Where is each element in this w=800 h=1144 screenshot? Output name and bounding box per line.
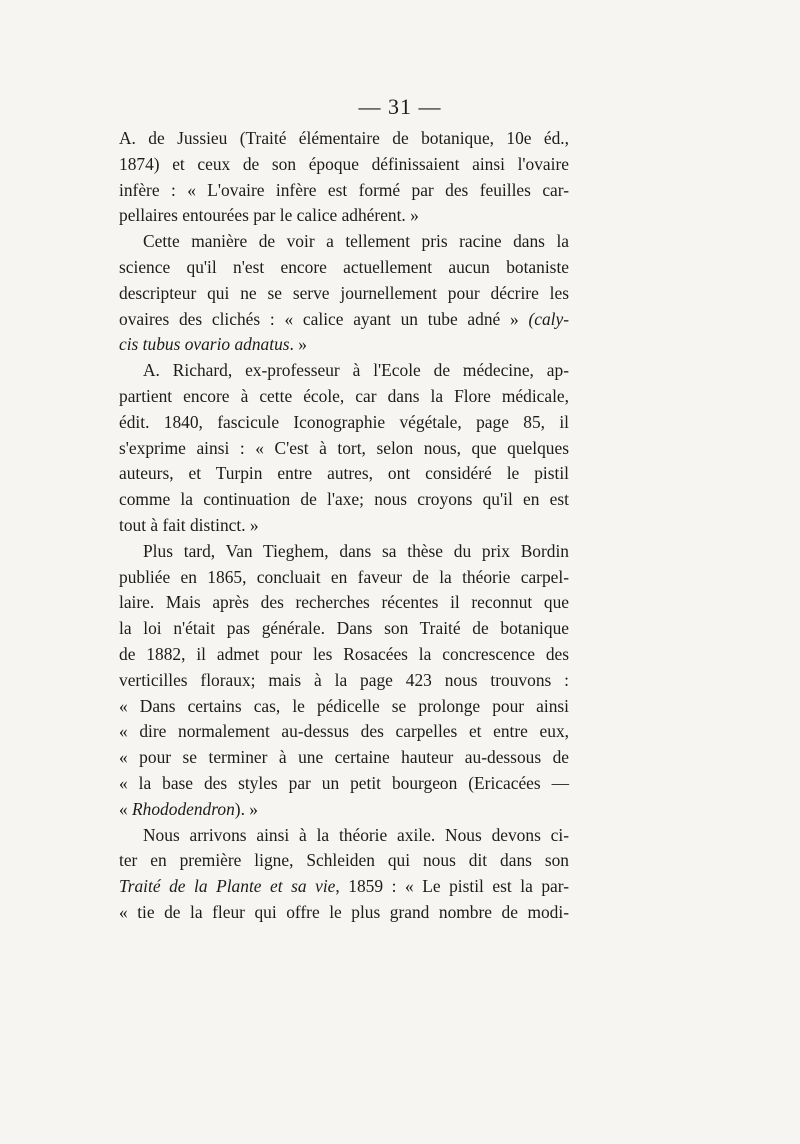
line-text: « la base des styles par un petit bourgeon (Ericacées — bbox=[119, 772, 569, 793]
italic-text: Traité de la Plante et sa vie bbox=[119, 876, 336, 897]
line-text: A. Richard, ex-professeur à l'Ecole de médecine, ap- bbox=[143, 360, 569, 381]
text-line bbox=[119, 539, 569, 565]
text-line bbox=[119, 307, 569, 333]
line-text: de 1882, il admet pour les Rosacées la concrescence des bbox=[119, 643, 569, 664]
text-line bbox=[119, 461, 569, 487]
line-text: Cette manière de voir a tellement pris racine dans la bbox=[143, 231, 569, 252]
line-text: « pour se terminer à une certaine hauteur au-dessous de bbox=[119, 747, 569, 768]
line-text: verticilles floraux; mais à la page 423 nous trouvons : bbox=[119, 669, 569, 690]
text-line bbox=[119, 332, 569, 358]
text-line bbox=[119, 126, 569, 152]
text-line bbox=[119, 565, 569, 591]
italic-text: cis tubus ovario adnatus bbox=[119, 334, 290, 355]
line-text: publiée en 1865, concluait en faveur de la théorie carpel- bbox=[119, 566, 569, 587]
text-line bbox=[119, 436, 569, 462]
line-text: Plus tard, Van Tieghem, dans sa thèse du prix Bordin bbox=[143, 540, 569, 561]
line-text: comme la continuation de l'axe; nous croyons qu'il en est bbox=[119, 489, 569, 510]
body-text bbox=[119, 126, 569, 926]
text-line bbox=[119, 900, 569, 926]
text-line bbox=[119, 642, 569, 668]
text-line bbox=[119, 616, 569, 642]
line-text: « dire normalement au-dessus des carpelles et entre eux, bbox=[119, 721, 569, 742]
line-text: ovaires des clichés : « calice ayant un tube adné » bbox=[119, 308, 529, 329]
line-text: infère : « L'ovaire infère est formé par des feuilles car- bbox=[119, 179, 569, 200]
line-text: édit. 1840, fascicule Iconographie végétale, page 85, il bbox=[119, 411, 569, 432]
line-text: A. de Jussieu (Traité élémentaire de botanique, 10e éd., bbox=[119, 128, 569, 148]
line-text: . » bbox=[289, 334, 307, 355]
line-text: « bbox=[119, 798, 133, 819]
text-line bbox=[119, 513, 569, 539]
line-text: tout à fait distinct. » bbox=[119, 514, 259, 535]
text-line bbox=[119, 771, 569, 797]
text-line bbox=[119, 590, 569, 616]
text-line bbox=[119, 281, 569, 307]
text-line bbox=[119, 797, 569, 823]
line-text: s'exprime ainsi : « C'est à tort, selon nous, que quelques bbox=[119, 437, 569, 458]
line-text: Nous arrivons ainsi à la théorie axile. Nous devons ci- bbox=[143, 824, 569, 845]
line-text: pellaires entourées par le calice adhérent. » bbox=[119, 205, 419, 226]
text-line bbox=[119, 178, 569, 204]
italic-text: (caly- bbox=[528, 308, 569, 329]
text-line bbox=[119, 745, 569, 771]
text-line bbox=[119, 668, 569, 694]
line-text: ter en première ligne, Schleiden qui nous dit dans son bbox=[119, 850, 569, 871]
text-line bbox=[119, 384, 569, 410]
text-line bbox=[119, 358, 569, 384]
line-text: ). » bbox=[234, 798, 258, 819]
line-text: « Dans certains cas, le pédicelle se prolonge pour ainsi bbox=[119, 695, 569, 716]
text-line bbox=[119, 874, 569, 900]
text-line bbox=[119, 255, 569, 281]
text-line bbox=[119, 152, 569, 178]
line-text: science qu'il n'est encore actuellement aucun botaniste bbox=[119, 256, 569, 277]
text-line bbox=[119, 229, 569, 255]
line-text: « tie de la fleur qui offre le plus grand nombre de modi- bbox=[119, 901, 569, 922]
text-line bbox=[119, 487, 569, 513]
text-line bbox=[119, 203, 569, 229]
line-text: la loi n'était pas générale. Dans son Traité de botanique bbox=[119, 618, 569, 639]
text-line bbox=[119, 719, 569, 745]
line-text: partient encore à cette école, car dans la Flore médicale, bbox=[119, 385, 569, 406]
text-line bbox=[119, 823, 569, 849]
line-text: auteurs, et Turpin entre autres, ont considéré le pistil bbox=[119, 463, 569, 484]
page-number: — 31 — bbox=[358, 94, 442, 119]
text-line bbox=[119, 410, 569, 436]
italic-text: Rhododendron bbox=[132, 798, 235, 819]
line-text: laire. Mais après des recherches récentes il reconnut que bbox=[119, 592, 569, 613]
line-text: , 1859 : « Le pistil est la par- bbox=[335, 876, 570, 897]
text-line bbox=[119, 694, 569, 720]
line-text: descripteur qui ne se serve journellement pour décrire les bbox=[119, 282, 569, 303]
text-line bbox=[119, 848, 569, 874]
line-text: 1874) et ceux de son époque définissaient ainsi l'ovaire bbox=[119, 153, 569, 174]
